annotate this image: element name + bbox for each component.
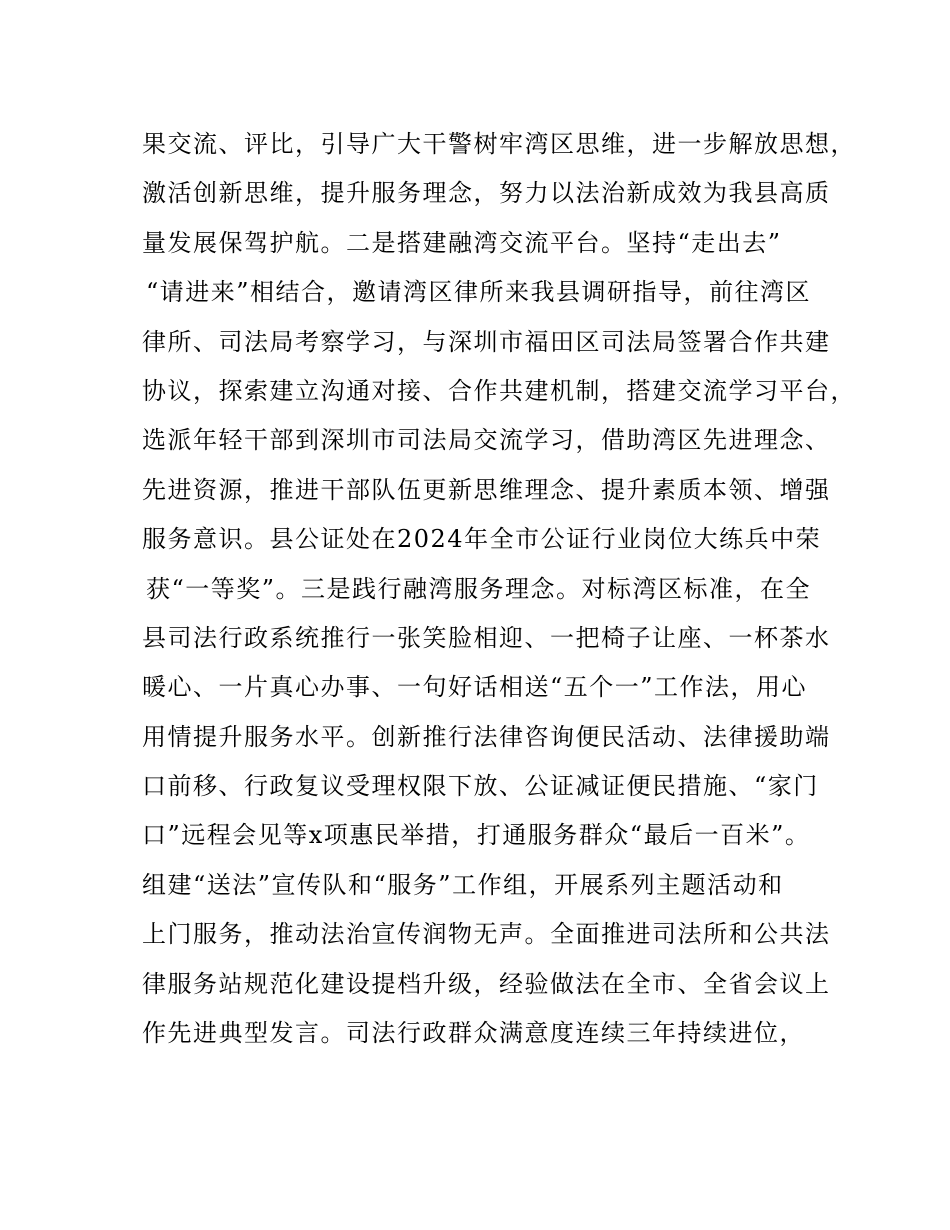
text-line: 获“一等奖”。三是践行融湾服务理念。对标湾区标准，在全 — [146, 574, 812, 603]
text-line: 口”远程会见等x项惠民举措，打通服务群众“最后一百米”。 — [142, 821, 811, 850]
text-line: 口前移、行政复议受理权限下放、公证减证便民措施、“家门 — [142, 772, 819, 801]
text-line: 先进资源，推进干部队伍更新思维理念、提升素质本领、增强 — [142, 475, 831, 504]
text-line: 县司法行政系统推行一张笑脸相迎、一把椅子让座、一杯茶水 — [142, 623, 831, 652]
text-line: 律服务站规范化建设提档升级，经验做法在全市、全省会议上 — [142, 969, 831, 998]
text-line: 选派年轻干部到深圳市司法局交流学习，借助湾区先进理念、 — [142, 426, 831, 455]
text-line: 组建“送法”宣传队和“服务”工作组，开展系列主题活动和 — [142, 870, 784, 899]
body-text — [142, 120, 856, 1058]
text-line: 服务意识。县公证处在2024年全市公证行业岗位大练兵中荣 — [142, 525, 822, 554]
text-line: “请进来”相结合，邀请湾区律所来我县调研指导，前往湾区 — [146, 278, 812, 307]
text-line: 上门服务，推动法治宣传润物无声。全面推进司法所和公共法 — [142, 920, 831, 949]
text-line: 暖心、一片真心办事、一句好话相送“五个一”工作法，用心 — [142, 673, 808, 702]
text-line: 协议，探索建立沟通对接、合作共建机制，搭建交流学习平台， — [142, 376, 856, 405]
text-line: 激活创新思维，提升服务理念，努力以法治新成效为我县高质 — [142, 179, 831, 208]
text-line: 用情提升服务水平。创新推行法律咨询便民活动、法律援助端 — [142, 722, 831, 751]
text-line: 作先进典型发言。司法行政群众满意度连续三年持续进位， — [142, 1019, 805, 1048]
text-line: 律所、司法局考察学习，与深圳市福田区司法局签署合作共建 — [142, 327, 831, 356]
text-line: 量发展保驾护航。二是搭建融湾交流平台。坚持“走出去” — [142, 228, 782, 257]
text-line: 果交流、评比，引导广大干警树牢湾区思维，进一步解放思想， — [142, 130, 856, 158]
